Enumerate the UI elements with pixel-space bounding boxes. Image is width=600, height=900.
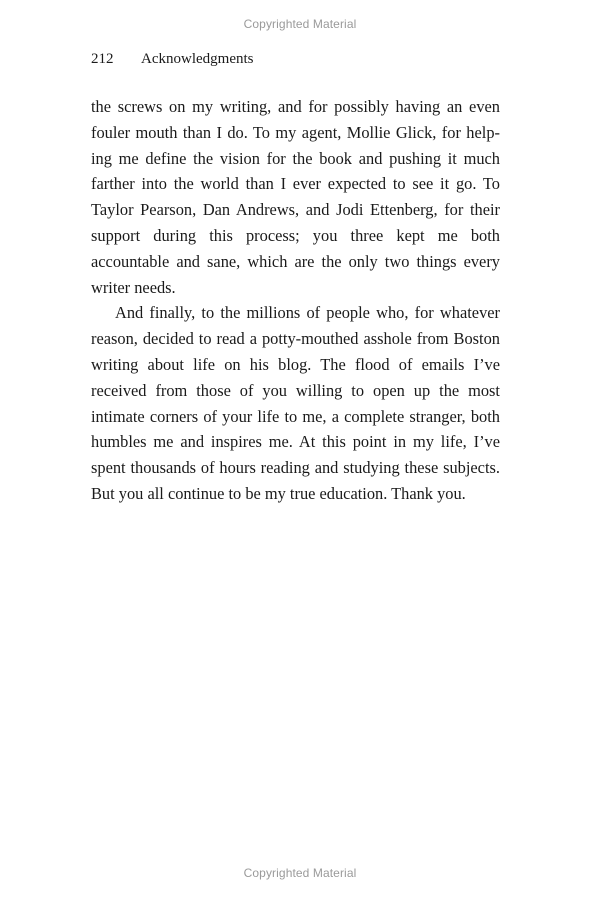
body-text [91,94,500,507]
copyright-watermark-top: Copyrighted Material [243,17,357,31]
section-title: Acknowledgments [141,51,254,67]
page-number: 212 [91,51,114,67]
paragraph-continued: the screws on my writing, and for possibly having an even fouler mouth than I do. To my agent, Mollie Glick, for helping me define the vision for the book and pushing it much farther into the world than I ever expected to see it go. To Taylor Pearson, Dan Andrews, and Jodi Ettenberg, for their support during this process; you three kept me both accountable and sane, which are the only two things every writer needs. [91,97,500,297]
paragraph-final-thanks: And finally, to the millions of people who, for whatever reason, decided to read a potty-mouthed asshole from Boston writing about life on his blog. The flood of emails I’ve received from those of you willing to open up the most intimate corners of your life to me, a complete stranger, both humbles me and inspires me. At this point in my life, I’ve spent thousands of hours reading and studying these subjects. But you all continue to be my true education. Thank you. [91,303,500,503]
running-header [91,51,253,68]
copyright-watermark-bottom: Copyrighted Material [243,866,357,880]
